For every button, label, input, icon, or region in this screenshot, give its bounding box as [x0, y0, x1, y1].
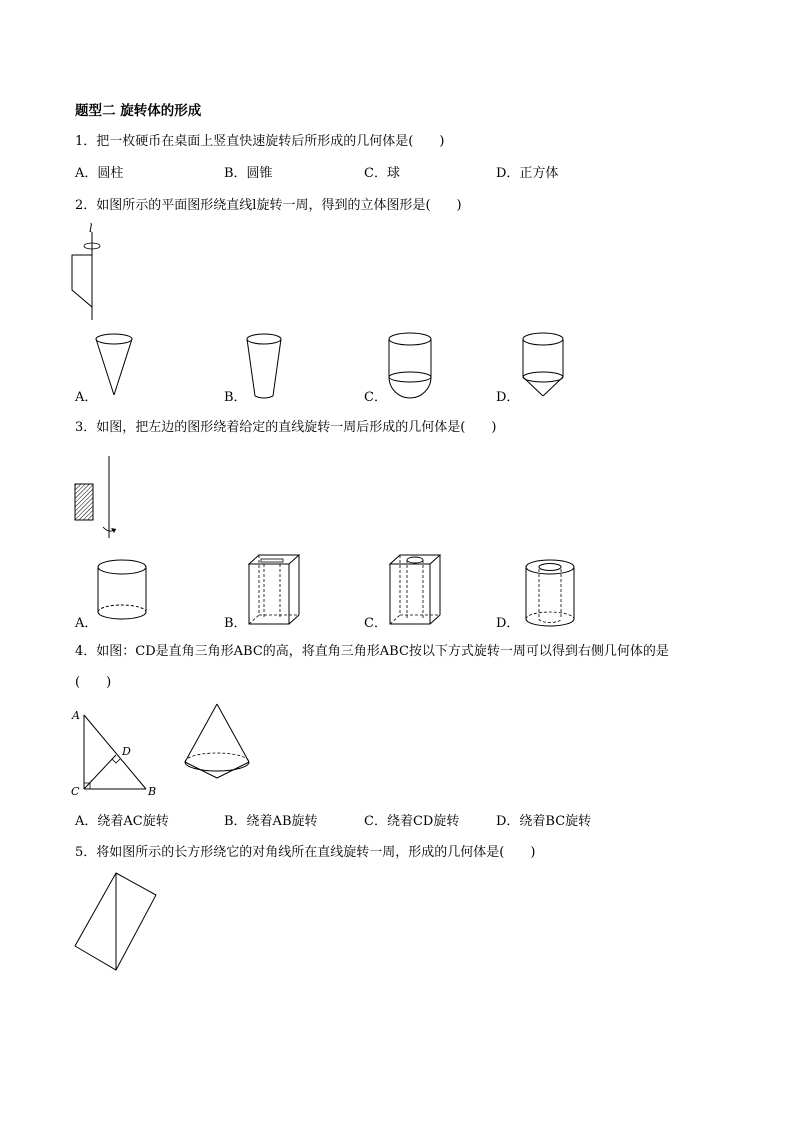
- q1-option-b[interactable]: B．圆锥: [224, 166, 273, 181]
- q1-option-a[interactable]: A．圆柱: [75, 166, 124, 181]
- q3-option-d-figure: [523, 555, 583, 635]
- q4-triangle-figure: [68, 705, 168, 805]
- q2-option-d-figure: [520, 330, 580, 405]
- question-5-text: 将如图所示的长方形绕它的对角线所在直线旋转一周，形成的几何体是( ): [96, 845, 536, 860]
- q4-option-d[interactable]: D．绕着BC旋转: [496, 814, 592, 829]
- question-5-number: 5．: [75, 845, 97, 860]
- q3-option-c[interactable]: C．: [364, 616, 387, 631]
- q2-option-a[interactable]: A．: [75, 390, 98, 405]
- question-2: [75, 198, 462, 214]
- q4-option-a[interactable]: A．绕着AC旋转: [75, 814, 169, 829]
- q5-rectangle-figure: [70, 868, 170, 978]
- question-4-text: 如图：CD是直角三角形ABC的高，将直角三角形ABC按以下方式旋转一周可以得到右侧几何体的是: [96, 644, 669, 659]
- q4-double-cone-figure: [182, 700, 262, 790]
- q4-option-c[interactable]: C．绕着CD旋转: [364, 814, 460, 829]
- question-2-text: 如图所示的平面图形绕直线l旋转一周，得到的立体图形是( ): [96, 198, 462, 213]
- q3-option-b[interactable]: B．: [224, 616, 247, 631]
- section-title: 题型二 旋转体的形成: [75, 103, 202, 119]
- question-2-number: 2．: [75, 198, 97, 213]
- q2-option-c[interactable]: C．: [364, 390, 387, 405]
- question-1-text: 把一枚硬币在桌面上竖直快速旋转后所形成的几何体是( ): [96, 134, 445, 149]
- q4-point-b: B: [148, 785, 157, 798]
- question-5: [75, 845, 535, 861]
- q1-option-d[interactable]: D．正方体: [496, 166, 559, 181]
- q4-point-d: D: [122, 745, 131, 758]
- q2-axis-label: l: [89, 222, 93, 235]
- q4-point-a: A: [72, 709, 80, 722]
- question-3-number: 3．: [75, 420, 97, 435]
- question-1: [75, 134, 444, 150]
- q3-option-c-figure: [388, 552, 448, 632]
- question-4-line1: [75, 644, 669, 660]
- q3-option-a[interactable]: A．: [75, 616, 98, 631]
- q3-option-a-figure: [95, 555, 155, 635]
- question-4-line2: ( ): [75, 675, 112, 690]
- q4-point-c: C: [71, 785, 80, 798]
- q2-option-c-figure: [386, 330, 446, 405]
- q3-figure: [70, 448, 130, 543]
- question-3: [75, 420, 496, 436]
- question-1-number: 1．: [75, 134, 97, 149]
- question-4-number: 4．: [75, 644, 97, 659]
- q2-figure: [65, 222, 125, 322]
- q1-option-c[interactable]: C．球: [364, 166, 400, 181]
- q2-option-b[interactable]: B．: [224, 390, 247, 405]
- q4-option-b[interactable]: B．绕着AB旋转: [224, 814, 318, 829]
- q2-option-b-figure: [245, 330, 295, 400]
- question-3-text: 如图，把左边的图形绕着给定的直线旋转一周后形成的几何体是( ): [96, 420, 497, 435]
- q3-option-b-figure: [247, 552, 307, 632]
- q2-option-d[interactable]: D．: [496, 390, 520, 405]
- q3-option-d[interactable]: D．: [496, 616, 520, 631]
- q2-option-a-figure: [93, 330, 143, 400]
